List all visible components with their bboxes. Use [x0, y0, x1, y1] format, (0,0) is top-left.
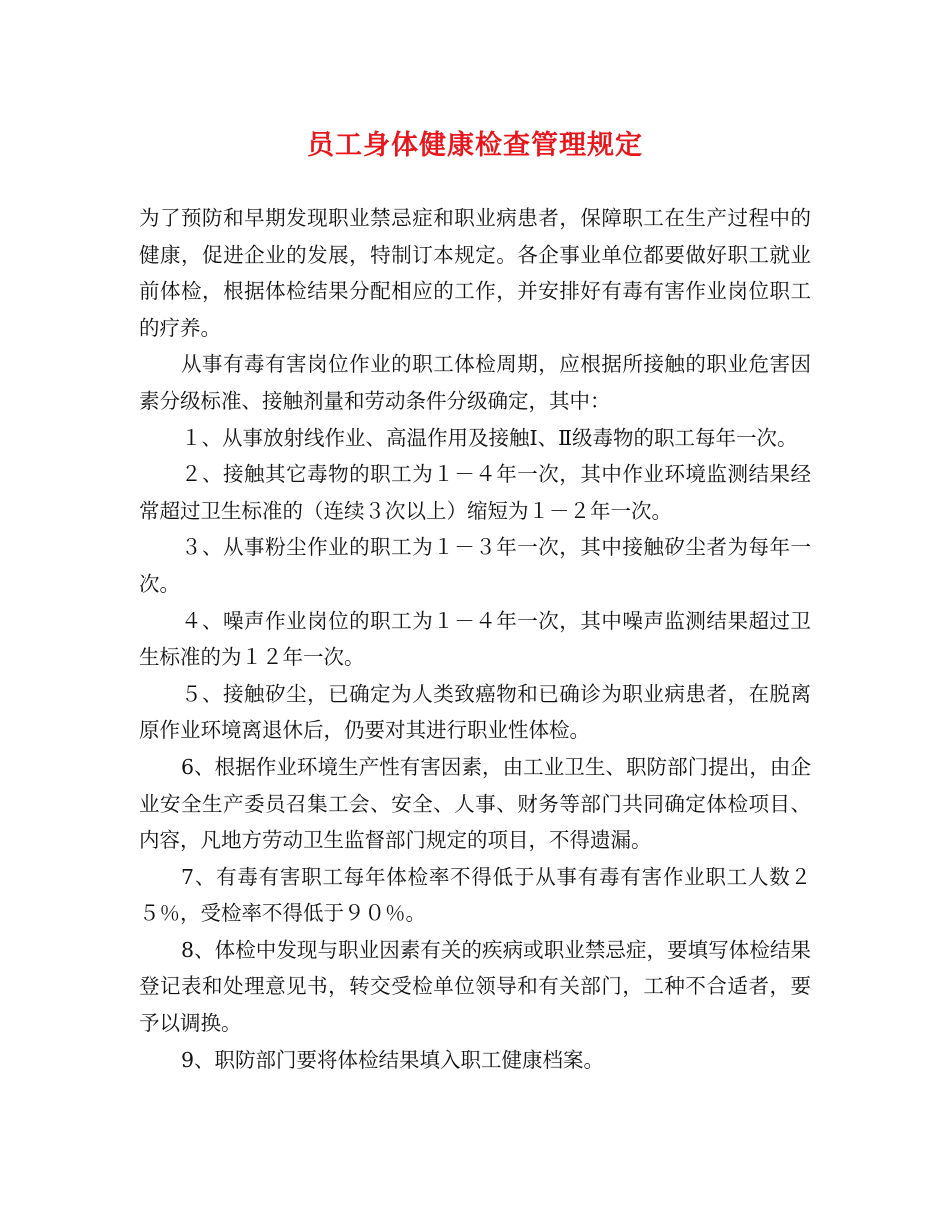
rule-item-4: ４、噪声作业岗位的职工为１－４年一次，其中噪声监测结果超过卫生标准的为１２年一次。: [139, 608, 811, 670]
intro-paragraph: 为了预防和早期发现职业禁忌症和职业病患者，保障职工在生产过程中的健康，促进企业的发展，特制订本规定。各企事业单位都要做好职工就业前体检，根据体检结果分配相应的工作，并安排好有毒有害作业岗位职工的疗养。: [139, 206, 811, 340]
rule-item-8: 8、体检中发现与职业因素有关的疾病或职业禁忌症，要填写体检结果登记表和处理意见书，转交受检单位领导和有关部门，工种不合适者，要予以调换。: [139, 937, 811, 1036]
rule-item-7: 7、有毒有害职工每年体检率不得低于从事有毒有害作业职工人数２５％，受检率不得低于９０％。: [139, 864, 811, 926]
document-body: [139, 200, 811, 1078]
rule-item-9: 9、职防部门要将体检结果填入职工健康档案。: [181, 1047, 605, 1072]
rule-item-6: 6、根据作业环境生产性有害因素，由工业卫生、职防部门提出，由企业安全生产委员召集工会、安全、人事、财务等部门共同确定体检项目、内容，凡地方劳动卫生监督部门规定的项目，不得遗漏。: [139, 754, 811, 853]
rule-item-2: ２、接触其它毒物的职工为１－４年一次，其中作业环境监测结果经常超过卫生标准的（连续３次以上）缩短为１－２年一次。: [139, 462, 811, 523]
document-title: 员工身体健康检查管理规定: [307, 130, 643, 161]
rule-item-3: ３、从事粉尘作业的职工为１－３年一次，其中接触矽尘者为每年一次。: [139, 535, 811, 596]
cycle-intro-paragraph: 从事有毒有害岗位作业的职工体检周期，应根据所接触的职业危害因素分级标准、接触剂量和劳动条件分级确定，其中：: [139, 352, 811, 413]
rule-item-5: ５、接触矽尘，已确定为人类致癌物和已确诊为职业病患者，在脱离原作业环境离退休后，仍要对其进行职业性体检。: [139, 681, 811, 743]
rule-item-1: １、从事放射线作业、高温作用及接触Ⅰ、Ⅱ级毒物的职工每年一次。: [181, 425, 798, 450]
